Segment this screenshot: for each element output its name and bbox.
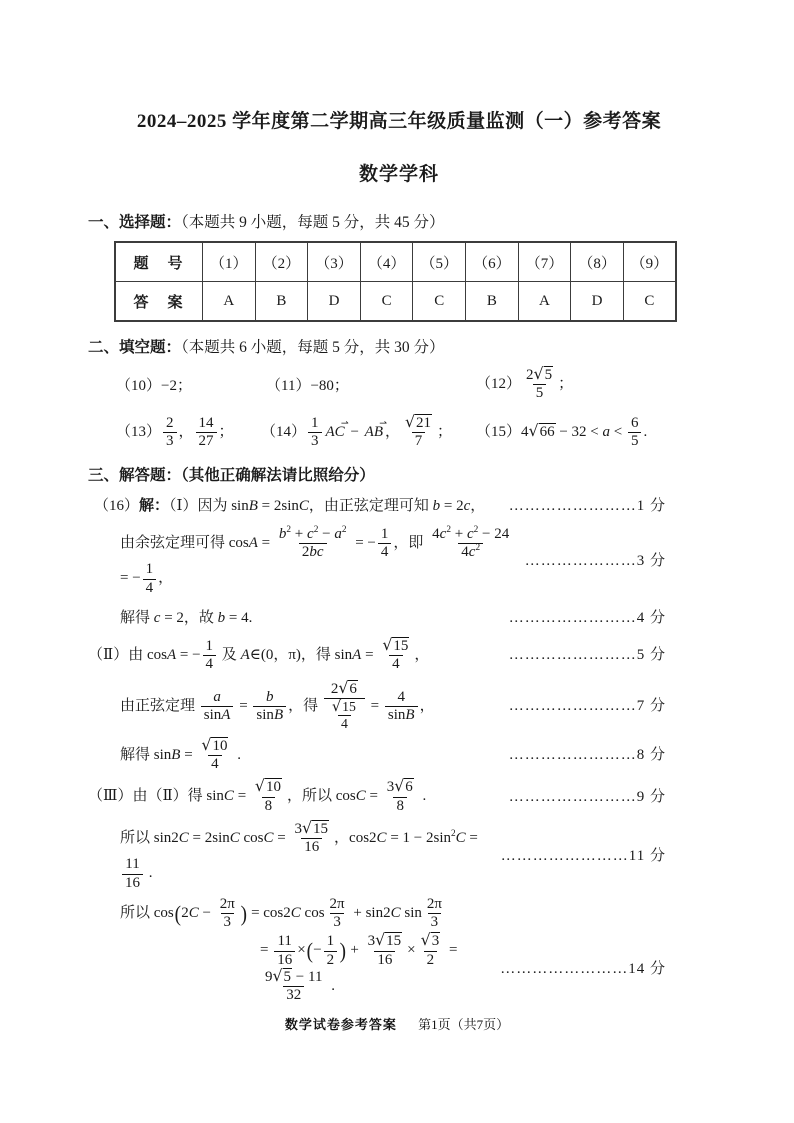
solution-line-2: [88, 526, 710, 597]
choice-section-heading: [88, 210, 710, 232]
question-number-cell: （3）: [308, 242, 361, 282]
question-number-cell: （7）: [518, 242, 571, 282]
blank-answer-13: （13） $\frac{2}{3}$ ， $\frac{14}{27}$ ；: [116, 414, 234, 449]
solution-score-4: ……………………5 分: [508, 646, 666, 663]
choice-section-note: （本题共 9 小题，每题 5 分，共 45 分）: [181, 214, 445, 231]
blank-answer-12: （12） $\frac{2√5}{5}$ ；: [476, 364, 574, 402]
solution-line-8: [88, 817, 710, 892]
vector-arrow-icon: ⇀: [340, 417, 349, 429]
solution-line-9: [88, 896, 710, 932]
answer-cell: C: [360, 282, 413, 322]
answer-cell: D: [571, 282, 624, 322]
blank-section-label: 二、填空题：: [88, 339, 182, 356]
question-number-cell: （9）: [623, 242, 676, 282]
table-row-answers: [115, 282, 676, 322]
blank-section-heading: [88, 335, 710, 357]
solution-math-7: （Ⅲ）由（Ⅱ）得 sinC = $\frac{√10}{8}$ ，所以 cosC = $\frac{3√6}{8}$ .: [88, 776, 427, 814]
question-number-header-cell: 题 号: [115, 242, 203, 282]
solution-line-4: [88, 634, 710, 674]
answer-cell: A: [518, 282, 571, 322]
solution-line-6: [88, 734, 710, 774]
question-number-cell: （8）: [571, 242, 624, 282]
answer-cell: B: [255, 282, 308, 322]
solution-math-2: 由余弦定理可得 cosA = $\frac{b^2 + c^2 - a^2}{2bc}$ = − $\frac{1}{4}$ ，即 $\frac{4c^2 + c^2 - 24}{4c^2}$ = − $\frac{1}{4}$ ，: [120, 524, 510, 596]
blank-answers-row-1: [88, 364, 710, 403]
solution-section-heading: 三、解答题：（其他正确解法请比照给分）: [88, 467, 375, 484]
vector-arrow-icon: ⇀: [379, 417, 387, 429]
solution-score-1: ……………………1 分: [508, 498, 666, 514]
solution-math-5: 由正弦定理 $\frac{a}{\sin A}$ = $\frac{b}{\sin B}$ ，得 $\frac{2√6}{\frac{√15}{4}}$ = $\frac{4}{\sin B}$ ，: [120, 678, 435, 732]
page-footer: [0, 1014, 794, 1033]
blank-answer-14: （14） $\frac{1}{3}$ ⇀ AC − ⇀ AB ， $\frac{√21}{7}$ ；: [261, 411, 453, 449]
answer-cell: A: [203, 282, 256, 322]
answer-header-cell: 答 案: [115, 282, 203, 322]
document-title: 2024–2025 学年度第二学期高三年级质量监测（一）参考答案: [136, 111, 662, 132]
solution-math-1: （16）解：（Ⅰ）因为 sinB = 2sinC，由正弦定理可知 b = 2c，: [94, 498, 486, 514]
solution-math-4: （Ⅱ）由 cosA = − $\frac{1}{4}$ 及 A∈(0，π)，得 sinA = $\frac{√15}{4}$ ，: [88, 634, 430, 672]
blank-answer-15: （15）4√66 − 32 < a < $\frac{6}{5}$ .: [476, 414, 648, 449]
answer-cell: D: [308, 282, 361, 322]
solution-line-3: [88, 609, 710, 628]
solution-score-7: ……………………9 分: [508, 788, 666, 805]
question-number-cell: （6）: [466, 242, 519, 282]
answer-cell: B: [466, 282, 519, 322]
document-subtitle: 数学学科: [358, 164, 439, 185]
question-number-cell: （4）: [360, 242, 413, 282]
footer-label: 数学试卷参考答案: [284, 1017, 397, 1032]
solution-score-2: …………………3 分: [524, 552, 666, 569]
solution-math-8: 所以 sin2C = 2sinC cosC = $\frac{3√15}{16}$ ，$\cos 2C = 1 - 2\sin^2C$ = $\frac{11}{16}$ .: [120, 817, 478, 891]
solution-score-6: ……………………8 分: [508, 747, 666, 764]
solution-math-3: 解得 c = 2，故 b = 4.: [120, 609, 253, 626]
solution-score-3: ……………………4 分: [508, 609, 666, 626]
solution-score-5: ……………………7 分: [508, 698, 666, 715]
choice-answer-table: [114, 241, 677, 322]
choice-section-label: 一、选择题：: [88, 214, 182, 231]
solution-math-9: 所以 cos(2C − $\frac{2\pi}{3}$ ) = cos2C cos $\frac{2\pi}{3}$ + sin2C sin $\frac{2\pi}{3}$: [120, 895, 442, 931]
solution-math-6: 解得 sinB = $\frac{√10}{4}$ .: [120, 734, 241, 773]
blank-answer-11: （11）−80；: [266, 378, 349, 395]
solution-score-8: ……………………11 分: [500, 848, 666, 865]
solution-line-1: [88, 497, 710, 516]
solution-line-7: [88, 776, 710, 815]
blank-answer-10: （10）−2；: [116, 378, 192, 395]
question-number-cell: （1）: [203, 242, 256, 282]
answer-cell: C: [413, 282, 466, 322]
blank-answers-row-2: [88, 411, 710, 451]
footer-page-number: 第1页（共7页）: [418, 1017, 510, 1032]
question-number-cell: （5）: [413, 242, 466, 282]
solution-line-10: [88, 930, 710, 1004]
table-row-question-numbers: [115, 242, 676, 282]
question-number-cell: （2）: [255, 242, 308, 282]
answer-cell: C: [623, 282, 676, 322]
solution-score-10: ……………………14 分: [500, 960, 666, 977]
blank-section-note: （本题共 6 小题，每题 5 分，共 30 分）: [181, 339, 445, 356]
solution-math-10: = $\frac{11}{16}$ ×(− $\frac{1}{2}$ ) + $\frac{3√15}{16}$ × $\frac{√3}{2}$ = $\frac{9√5 - 11}{32}$ .: [260, 930, 458, 1004]
solution-line-5: [88, 678, 710, 732]
